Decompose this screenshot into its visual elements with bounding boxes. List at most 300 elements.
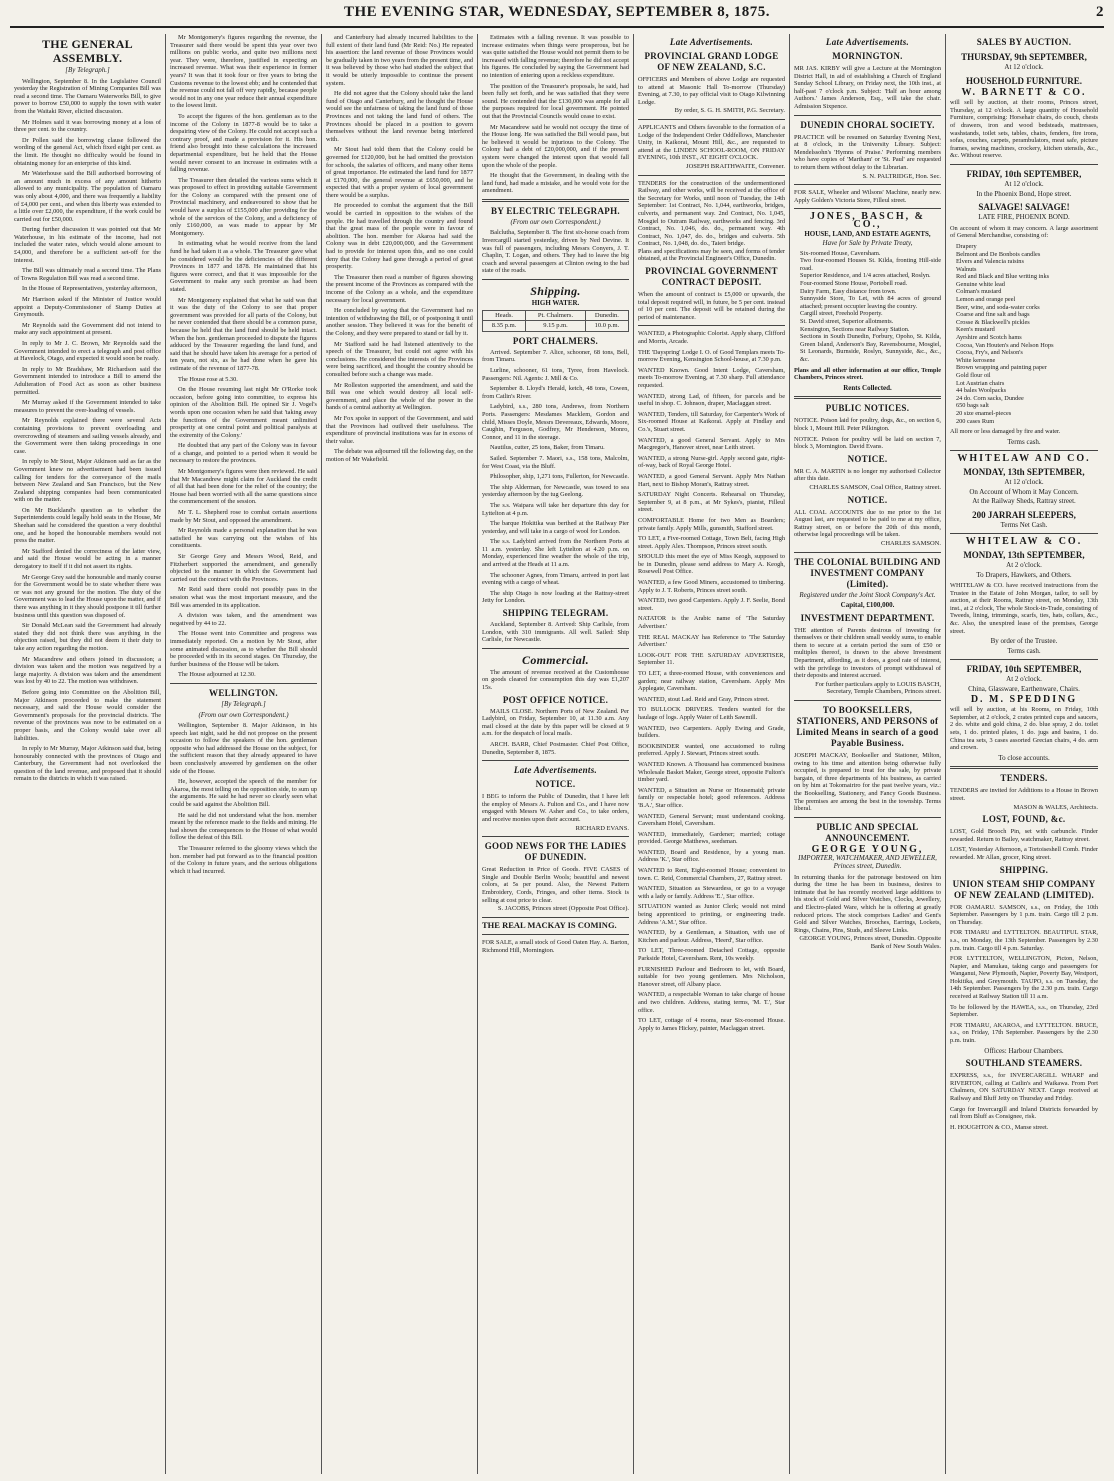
article-paragraph: The House went into Committee and progress was immediately reported. On a motion by Mr Stout, after some animated discussion, as to whether the Bill should be proceeded with in its second stages. On Thursday, the further business of the House will be taken. xyxy=(170,630,317,668)
divider xyxy=(794,700,941,701)
list-item: Keen's mustard xyxy=(956,326,995,334)
list-item: Cargill street, Freehold Property. xyxy=(800,310,883,318)
classified-advert: WANTED, stout Lad. Reid and Gray, Princes street. xyxy=(638,695,770,703)
wellington-subheading: (From our own Correspondent.) xyxy=(198,710,289,719)
jones-basch-plans: Plans and all other information at our office, Temple Chambers, Princes street. xyxy=(794,366,941,382)
article-paragraph: The s.s. Waipara will take her departure this day for Lyttelton at 4 p.m. xyxy=(482,501,629,517)
list-item: Coarse and fine salt and bags xyxy=(956,311,1030,319)
column-1 xyxy=(10,34,166,1474)
article-paragraph: Mr Macandrew and others joined in discussion; a division was taken and the motion was negatived by a large majority. A division was taken and the amendment was lost by 40 to 22. The motion was withdrawn. xyxy=(14,655,161,686)
steamer-advert: FOR OAMARU. SAMSON, s.s., on Friday, the 10th September. Passengers by 1 p.m. train. Cargo till 2 p.m. on Thursday. xyxy=(950,903,1098,926)
list-item: St. David street, Superior allotments. xyxy=(800,318,894,326)
article-paragraph: Mr Macandrew said he would not occupy the time of the House long. He was satisfied the Bill would pass, but he believed it would be injurious to the Colony. The Colony had a debt of £20,000,000, and if the present system were changed the interest upon that would fall upon the whole of the people. xyxy=(482,123,629,169)
investment-department-signature: For further particulars apply to LOUIS BASCH, Secretary, Temple Chambers, Princes street. xyxy=(815,680,941,696)
shipping-heading: SHIPPING. xyxy=(999,864,1049,875)
article-paragraph: Mr Harrison asked if the Minister of Justice would appoint a Deputy-Commissioner of Stamp Duties at Greymouth. xyxy=(14,296,161,319)
classified-advert: WANTED, two good Carpenters. Apply J. F. Seelie, Bond street. xyxy=(638,597,785,612)
express-advert-2: Cargo for Invercargill and Inland Districts forwarded by rail from Bluff as Consignee, risk. xyxy=(950,1105,1098,1121)
divider xyxy=(638,325,785,326)
article-paragraph: The position of the Treasurer's proposals, he said, had been fully set forth, and he was satisfied that they were sound. He contended that the £130,000 was ample for all the purposes required for local government. He pointed out that the Provincial Councils would cease to exist. xyxy=(482,82,629,120)
article-paragraph: In reply to Mr Murray, Major Atkinson said that, being honourably connected with the provinces of Otago and Canterbury, the Government had not overlooked the question of the land revenue, and proposed that it should remain to the districts in which it was raised. xyxy=(14,745,161,783)
table-cell: Dunedin. xyxy=(585,310,628,321)
article-paragraph: The Treasurer then read a number of figures showing the present income of the Provinces as compared with the income of the Colony as a whole, and the expenditure necessary for local government. xyxy=(326,273,473,304)
coal-accounts-signature: CHARLES SAMSON. xyxy=(881,539,941,547)
article-paragraph: He thought that the Government, in dealing with the land fund, had made a mistake, and he would vote for the amendment. xyxy=(482,172,629,195)
martin-notice-text: MR C. A. MARTIN is no longer my authorised Collector after this date. xyxy=(794,467,941,483)
divider xyxy=(950,659,1098,660)
list-item: Dairy Farm, Easy distance from town. xyxy=(800,287,897,295)
classified-advert: WANTED, a respectable Woman to take charge of house and two children. Address, stating terms, 'M. T.', Star office. xyxy=(638,991,785,1014)
general-assembly-heading: THE GENERAL ASSEMBLY. xyxy=(42,37,133,65)
list-item: Drapery xyxy=(956,242,977,250)
booksellers-advert: JOSEPH MACKAY, Bookseller and Stationer, Milton, owing to his time and attention being otherwise fully occupied, is prepared to treat for the sale, by private bargain, of three departments of his business, as carried on by him at Tokomairiro for the past twelve years, viz.: the Bookselling, Stationery, and Fancy Goods Business. The premises are among the best in the township. Terms liberal. xyxy=(794,752,941,813)
article-paragraph: Mr Montgomery's figures regarding the revenue, the Treasurer said there would be spent this year over two millions on public works, and quite two millions next year. They were, therefore, justified in expecting an increased revenue. What was their experience in former years? It was that it took four or five years to bring the Customs revenue to the lowest ebb; and he contended that the revenue could not fall off very rapidly, because people would not in any one year reduce their annual expenditure to the lowest limit. xyxy=(170,34,317,110)
article-paragraph: Mr Montgomery's figures were then reviewed. He said that Mr Macandrew might claim for Auckland the credit of all that had been done for the relief of the country; the House had been worried with all the same questions since the commencement of the session. xyxy=(170,468,317,506)
article-paragraph: During further discussion it was pointed out that Mr Waterhouse, in his estimate of the income, had not included the water rates, which would alone amount to £4,000, and therefore be a sufficient set-off for the interest. xyxy=(14,226,161,264)
tenders-signature: MASON & WALES, Architects. xyxy=(1013,803,1098,811)
article-paragraph: The s.s. Ladybird arrived from the Northern Ports at 11 a.m. yesterday. She left Lyttelton at 4.20 p.m. on Monday, experienced fine weather the whole of the trip, and arrived at the Heads at 11 a.m. xyxy=(482,538,629,569)
article-paragraph: Sailed. September 7. Maori, s.s., 158 tons, Malcolm, for West Coast, via the Bluff. xyxy=(482,454,629,470)
classified-advert: WANTED, Board and Residence, by a young man. Address 'K.', Star office. xyxy=(638,848,785,864)
auction-time: At 12 o'clock. xyxy=(1004,179,1044,188)
general-assembly-byline: [By Telegraph.] xyxy=(65,66,110,74)
list-item: Lemon and orange peel xyxy=(956,296,1016,304)
george-young-text: In returning thanks for the patronage bestowed on him during the time he has been in business, desires to intimate that he has recently received large additions to his stock of Gold and Silver Watches, Clocks, Jewellery, and Electro-plated Ware, which he is offering at greatly reduced prices. The stock comprises Ladies' and Gent's Gold and Silver Watches, Brooches, Earrings, Lockets, Rings, Chains, Pins, Studs, and Sleeve Links. xyxy=(794,873,941,934)
auction-title: 200 JARRAH SLEEPERS, xyxy=(972,509,1076,520)
grand-lodge-text: OFFICERS and Members of above Lodge are requested to attend at Masonic Hall To-morrow (Thursday) Evening, at 7.30, to pay official visit to Otago Kilwinning Lodge. xyxy=(638,76,785,106)
offices-line: Offices: Harbour Chambers. xyxy=(984,1046,1064,1055)
article-paragraph: Mr Stout had told them that the Colony could be governed for £120,000, but he had omitted the provision for schools, the salaries of officers, and many other items of great importance. He estimated the land fund for 1877 at £170,000, the general revenue at £650,000, and he expected that with a proper system of local government there would be a surplus. xyxy=(326,146,473,199)
tenders-text: TENDERS are invited for Additions to a House in Brown street. xyxy=(950,787,1098,802)
telegraph-heading: BY ELECTRIC TELEGRAPH. xyxy=(491,205,620,216)
grand-lodge-advert xyxy=(638,76,785,115)
article-paragraph: Philosopher, ship, 1,271 tons, Fullerton, for Newcastle. xyxy=(490,473,629,481)
article-paragraph: Nautilus, cutter, 25 tons, Baker, from Timaru. xyxy=(490,444,605,452)
table-cell: Pt. Chalmers. xyxy=(526,310,586,321)
auction-time: At 12 o'clock. xyxy=(1004,63,1044,71)
late-ads-heading: Late Advertisements. xyxy=(669,37,754,47)
list-item: Ayrshire and Scotch hams xyxy=(956,334,1022,342)
classified-advert: WANTED, a good General Servant. Apply to Mrs Macgregor's, Hanover street, near Leith street. xyxy=(638,436,785,452)
lost-found-heading: LOST, FOUND, &c. xyxy=(982,814,1066,825)
list-item: Beer, wine, and soda-water corks xyxy=(956,303,1040,311)
article-paragraph: Mr Fox spoke in support of the Government, and said that the Provinces had outlived their usefulness. The expenditure of provincial institutions was far in excess of their value. xyxy=(326,414,473,445)
late-ads-heading: Late Advertisements. xyxy=(513,765,598,776)
shipping-telegram-heading: SHIPPING TELEGRAM. xyxy=(502,608,609,619)
list-item: Belmont and De Bonbois candles xyxy=(956,250,1041,258)
oddfellows-text: APPLICANTS and Others favorable to the formation of a Lodge of the Independent Order Oddfellows, Manchester Unity, in Kaikorai, Mount Hill, &c., are requested to attend at the LINDEN SCHOOL-ROOM, ON FRIDAY EVENING, 10th INST., AT EIGHT O'CLOCK. xyxy=(638,123,785,162)
column-2 xyxy=(166,34,322,1474)
auction-footnote: To close accounts. xyxy=(998,753,1050,762)
divider xyxy=(482,934,629,935)
article-paragraph: He proceeded to combat the argument that the Bill would be carried in opposition to the wishes of the people. He had travelled through the country and found that the great mass of the people were in favour of abolition. The hon. member for Akaroa had said the Colony was in debt £20,000,000, and the Government had to provide for interest upon this, and no one could deny that the Colony had gone through a period of great prosperity. xyxy=(326,202,473,271)
article-paragraph: MAILS CLOSE. Northern Ports of New Zealand. Per Ladybird, on Friday, September 10, at 11.30 a.m. Any mail closed at the date by this paper will be closed at 9 a.m. for the despatch of local mails. xyxy=(482,707,629,738)
classified-advert: THE REAL MACKAY has Reference to 'The Saturday Advertiser.' xyxy=(638,633,785,649)
wellington-byline: [By Telegraph.] xyxy=(221,699,266,708)
auction-time: At 2 o'clock. xyxy=(1006,675,1042,684)
notice-heading: NOTICE. xyxy=(847,494,888,505)
divider xyxy=(170,683,317,684)
coal-accounts-text: ALL COAL ACCOUNTS due to me prior to the 1st August last, are requested to be paid to me at my office, Rattray street, on or before the 20th of this month, otherwise legal proceedings will be taken. xyxy=(794,508,941,539)
article-paragraph: Sir Donald McLean said the Government had already stated they did not think there was anything in the objection raised, but they did not deem it their duty to take any action regarding the motion. xyxy=(14,622,161,652)
classified-advert: TO LET, cottage of 4 rooms, near Six-roomed House. Apply to James Hickey, painter, Maclaggan street. xyxy=(638,1017,785,1032)
george-young-advert xyxy=(794,874,941,951)
steamer-advert: FOR TIMARU, AKAROA, and LYTTELTON. BRUCE, s.s., on Friday, 17th September. Passengers by the 2.30 p.m. train. xyxy=(950,1021,1098,1045)
list-item: Red and Black and Blue writing inks xyxy=(956,273,1050,281)
classified-advert: WANTED, a good General Servant. Apply Mrs Nathan Hart, next to Bishop Moran's, Rattray street. xyxy=(638,472,785,488)
classified-advert: WANTED, two Carpenters. Apply Ewing and Grade, builders. xyxy=(638,724,785,740)
mackay-advert xyxy=(482,919,629,931)
article-paragraph: He did not agree that the Colony should take the land fund of Otago and Canterbury, and he thought the House would see the unfairness of taking the land fund of those Provinces and not taking the land fund of others. The Provinces should be placed in a position to govern themselves without the land revenue being interfered with. xyxy=(326,90,473,143)
article-paragraph: and Canterbury had already incurred liabilities to the full extent of their land fund (Mr Reid: No.) He repeated his assertion: the land revenue of those Provinces would be gradually taken in two years from the present time, and it was believed by those who had studied the subject that it would be utterly impossible to continue the present system. xyxy=(326,34,473,87)
classified-advert: WANTED to Rent, Eight-roomed House; convenient to town. C. Reid, Commercial Chambers, 27, Rattray street. xyxy=(638,867,785,882)
article-paragraph: ARCH. BARR, Chief Postmaster. Chief Post Office, Dunedin, September 8, 1875. xyxy=(482,740,629,756)
classified-advert: TO BULLOCK DRIVERS. Tenders wanted for the haulage of logs. Apply Water of Leith Sawmill. xyxy=(638,706,785,721)
steamer-advert: FOR TIMARU and LYTTELTON. BEAUTIFUL STAR, s.s., on Monday, the 13th September. Passengers by 2.30 p.m. train. Cargo till 4 p.m. Saturday. xyxy=(950,929,1098,952)
auctioneer-firm: WHITELAW AND CO. xyxy=(957,453,1091,465)
divider xyxy=(794,396,941,399)
poison-notice: NOTICE. Poison laid for poultry, dogs, &c., on section 6, block 1, Mount Hill. Peter Pilkington. xyxy=(794,417,941,432)
list-item: 200 cases Rum xyxy=(956,417,995,425)
investment-department-heading: INVESTMENT DEPARTMENT. xyxy=(800,612,935,623)
auctioneer-firm: WHITELAW & CO. xyxy=(965,536,1083,548)
colonial-building-subheading: Registered under the Joint Stock Company's Act. xyxy=(799,590,936,599)
booksellers-heading: TO BOOKSELLERS, STATIONERS, AND PERSONS of Limited Means in search of a good Payable Business. xyxy=(796,705,939,749)
choral-society-advert xyxy=(794,134,941,181)
port-chalmers-heading: PORT CHALMERS. xyxy=(512,335,599,346)
high-water-table xyxy=(482,310,629,332)
columns xyxy=(10,34,1104,1474)
auction-terms: Terms cash. xyxy=(1007,646,1041,655)
auction-title: HOUSEHOLD FURNITURE. xyxy=(965,75,1082,86)
merchandise-list xyxy=(956,243,1098,425)
contract-deposit-heading: PROVINCIAL GOVERNMENT CONTRACT DEPOSIT. xyxy=(645,266,778,288)
article-paragraph: Mr Reynolds made a personal explanation that he was satisfied he was carrying out the wishes of his constituents. xyxy=(170,527,317,550)
list-item: Lot Austrian chairs xyxy=(956,379,1005,387)
mackay-text: THE REAL MACKAY IS COMING. xyxy=(482,919,617,930)
article-paragraph: Mr Reynolds explained there were several Acts containing provisions to prevent overloading and overcrowding of steamers and sailing vessels already, and the Government were then taking proceedings in one case. xyxy=(14,417,161,455)
article-paragraph: He said he did not understand what the hon. member meant by the reference made to the fields and mining. He had shown the consequences to the House of what would follow the defeat of this Bill. xyxy=(170,811,317,842)
list-item: White kerosene xyxy=(956,356,996,364)
list-item: Colman's mustard xyxy=(956,288,1002,296)
poison-notice: NOTICE. Poison for poultry will be laid on section 7, block 3, Mornington. David Evans. xyxy=(794,435,941,451)
list-item: Six-roomed House, Caversham. xyxy=(800,249,881,257)
list-item: Genuine white lead xyxy=(956,280,1005,288)
auction-date: FRIDAY, 10th SEPTEMBER, xyxy=(966,664,1082,675)
high-water-heading: HIGH WATER. xyxy=(531,299,580,308)
divider xyxy=(482,917,629,918)
auction-date: MONDAY, 13th SEPTEMBER, xyxy=(963,466,1085,477)
telegraph-subheading: (From our own Correspondent.) xyxy=(510,217,601,226)
article-paragraph: The Treasurer referred to the gloomy views which the hon. member had put forward as to the financial position of the Colony in future years, and the serious obligations which it had incurred. xyxy=(170,845,317,875)
steamer-advert: To be followed by the HAWEA, s.s., on Thursday, 23rd September. xyxy=(950,1003,1098,1019)
table-cell: 9.15 p.m. xyxy=(526,321,586,332)
article-paragraph: Mr T. L. Shepherd rose to combat certain assertions made by Mr Stout, and opposed the amendment. xyxy=(170,509,317,524)
divider xyxy=(950,164,1098,165)
auction-time: At 2 o'clock. xyxy=(1006,560,1042,569)
classified-advert: WANTED, a strong Nurse-girl. Apply second gate, right-of-way, back of Royal George Hotel. xyxy=(638,454,785,470)
auction-title: SALVAGE! SALVAGE! xyxy=(978,202,1070,213)
divider xyxy=(482,279,629,280)
classified-advert: WANTED, strong Lad, of fifteen, for parcels and be useful in shop. C. Johnson, draper, Maclaggan street. xyxy=(638,392,785,408)
classified-advert: THE 'Dayspring' Lodge I. O. of Good Templars meets To-morrow Evening, Kensington School-house, at 7.30 p.m. xyxy=(638,348,785,364)
classified-advert: SATURDAY Night Concerts. Rehearsal on Thursday, September 9, at 8 p.m., at Mr Sykes's, pianist, Filleul street. xyxy=(638,491,785,514)
investment-department-advert xyxy=(794,627,941,696)
auctioneer-firm: W. BARNETT & CO. xyxy=(961,86,1087,98)
list-item: Superior Residence, and 1/4 acres attached, Roslyn. xyxy=(800,272,931,280)
coal-accounts-notice xyxy=(794,509,941,548)
divider xyxy=(482,760,629,761)
grand-lodge-heading: PROVINCIAL GRAND LODGE OF NEW ZEALAND, S.C. xyxy=(644,51,779,72)
auction-place: In the Phoenix Bond, Hope street. xyxy=(976,189,1072,198)
george-young-subheading: IMPORTER, WATCHMAKER, AND JEWELLER, Princes street, Dunedin. xyxy=(798,854,937,870)
for-sale-advert: FOR SALE, a small stock of Good Oaten Hay. A. Barton, Richmond Hill, Mornington. xyxy=(482,939,629,954)
list-item: Elvers and Valencia raisins xyxy=(956,258,1024,266)
classified-advert: BOOKBINDER wanted, one accustomed to ruling preferred. Apply J. Stewart, Princes street south. xyxy=(638,742,785,758)
southland-steamers-heading: SOUTHLAND STEAMERS. xyxy=(965,1058,1083,1069)
colonial-building-capital: Capital, £100,000. xyxy=(840,601,895,610)
good-news-advert xyxy=(482,866,629,913)
divider xyxy=(794,817,941,818)
list-item: Walnuts xyxy=(956,265,977,273)
list-item: Cocoa, Van Houten's and Nelson Hops xyxy=(956,341,1054,349)
express-signature: H. HOUGHTON & CO., Manse street. xyxy=(950,1123,1049,1131)
article-paragraph: The House rose at 5.30. xyxy=(178,375,238,383)
list-item: Two four-roomed Houses St. Kilda, fronting Hill-side road. xyxy=(800,257,941,272)
article-paragraph: Ladybird, s.s., 280 tons, Andrews, from Northern Ports. Passengers: Mesdames Macklem, Gordon and child, Misses Doyle, Messrs Devereaux, Edwards, Moore, Caughin, Ferguson, Godfrey, Mr Henderson, Monro, Connor, and 11 in the steerage. xyxy=(482,403,629,441)
divider xyxy=(482,199,629,202)
article-paragraph: Wellington, September 8. In the Legislative Council yesterday the Registration of Mining Companies Bill was read a second time. The Oamaru Waterworks Bill, to give power to borrow £50,000 to supply the town with water from the Waitaki River, elicited discussion. xyxy=(14,77,161,115)
auction-place: At the Railway Sheds, Rattray street. xyxy=(972,497,1076,506)
good-news-signature: S. JACOBS, Princes street (Opposite Post Office). xyxy=(497,905,629,913)
announcement-heading: PUBLIC AND SPECIAL ANNOUNCEMENT. xyxy=(816,821,919,843)
auction-date: MONDAY, 13th SEPTEMBER, xyxy=(963,549,1085,560)
lost-advert: LOST, Gold Brooch Pin, set with carbuncle. Finder rewarded. Return to Bailey, watchmaker, Rattray street. xyxy=(950,828,1098,843)
machine-for-sale-advert: FOR SALE, Wheeler and Wilsons' Machine, nearly new. Apply Golden's Victoria Store, Filleul street. xyxy=(794,189,941,204)
article-paragraph: The Treasurer then detailed the various sums which it was proposed to effect in providing suitable Government for the Colony as compared with the present one of Provincial machinery, and endeavoured to show that he would have a surplus of £155,000 after providing for the whole of the services of the Colony, and a deficiency of only £160,000, as was made to appear by Mr Montgomery. xyxy=(170,176,317,237)
article-paragraph: In reply to Mr Stout, Major Atkinson said as far as the Government knew no advertisement had been issued calling for tenders for the conveyance of the mails between New Zealand and San Francisco, but the New Zealand shipping companies had been communicated with on the matter. xyxy=(14,458,161,504)
good-news-heading: GOOD NEWS FOR THE LADIES OF DUNEDIN. xyxy=(484,841,627,863)
auction-date: THURSDAY, 9th SEPTEMBER, xyxy=(961,52,1087,62)
article-paragraph: Mr Waterhouse said the Bill authorised borrowing of an amount much in excess of any amount hitherto allowed to any municipality. The population of Oamaru was only about 4,000, and there was frequently a liability of £4,000 per cent., and when this liberty was extended to a little over £2,000, the expenditure, if the work could be carried out for £50,000. xyxy=(14,170,161,223)
classified-advert: WANTED, a Photographic Colorist. Apply sharp, Clifford and Morris, Arcade. xyxy=(638,330,785,346)
notice-signature: RICHARD EVANS. xyxy=(575,824,629,832)
article-paragraph: In reply to Mr Bradshaw, Mr Richardson said the Government intended to introduce a Bill to amend the Adulteration of Food Act as soon as other business permitted. xyxy=(14,365,161,396)
classified-advert: TO LET, Three-roomed Detached Cottage, opposite Parkside Hotel, Caversham. Rent, 10s weekly. xyxy=(638,947,785,962)
article-paragraph: Auckland, September 8. Arrived: Ship Carlisle, from London, with 310 immigrants. All well. Sailed: Ship Carlisle, for Newcastle. xyxy=(482,621,629,644)
divider xyxy=(794,184,941,185)
union-steam-heading: UNION STEAM SHIP COMPANY OF NEW ZEALAND (LIMITED). xyxy=(952,878,1096,900)
classified-advert: WANTED, immediately, Gardener; married; cottage provided. George Matthews, seedsman. xyxy=(638,830,785,846)
article-paragraph: Mr Rolleston supported the amendment, and said the Bill was one which would destroy all local self-government, and place the whole of the power in the hands of a central authority at Wellington. xyxy=(326,381,473,412)
jones-basch-subheading: HOUSE, LAND, AND ESTATE AGENTS, xyxy=(804,229,931,238)
auction-title: China, Glassware, Earthenware, Chairs. xyxy=(968,685,1080,694)
classified-advert: COMFORTABLE Home for two Men as Boarders; private family. Apply Mills, gunsmith, Stafford street. xyxy=(638,516,785,532)
notice-text: I BEG to inform the Public of Dunedin, that I have left the employ of Messrs A. Fulton and Co., and I have now engaged with Messrs W. Asher and Co., to take orders, and receive monies upon their account. xyxy=(482,793,629,823)
article-paragraph: The ship Otago is now loading at the Rattray-street Jetty for London. xyxy=(482,589,629,605)
column-7 xyxy=(946,34,1102,1474)
choral-society-text: PRACTICE will be resumed on Saturday Evening Next, at 8 o'clock, in the University Library. Subject: Mendelssohn's 'Hymns of Praise.' Performing members who have copies of 'Martham' or 'St. Paul' are requested to return them without delay to the Librarian. xyxy=(794,133,941,171)
article-paragraph: The amount of revenue received at the Customhouse on goods cleared for consumption this day was £1,207 15s. xyxy=(482,668,629,691)
notice-heading: NOTICE. xyxy=(535,779,576,790)
article-paragraph: Mr George Grey said the honourable and manly course for the Government would be to state whether there was or was not any ground for the motion. The duty of the Government was to lead the House upon the matter, and if there was anything in it they should postpone it till further business until this question was disposed of. xyxy=(14,573,161,619)
article-paragraph: Mr Murray asked if the Government intended to take measures to prevent the over-loading of vessels. xyxy=(14,399,161,414)
divider xyxy=(482,836,629,837)
good-news-text: Great Reduction in Price of Goods. FIVE CASES of Single and Double Berlin Wools; beautiful and newest colors, at 5s per pound. Also, the Newest Pattern Embroidery, Cords, Fringes, and other items. Stock is selling at cost price to clear. xyxy=(482,866,629,904)
auction-subtitle: To Drapers, Hawkers, and Others. xyxy=(976,570,1072,579)
column-6 xyxy=(790,34,946,1474)
table-cell: Heads. xyxy=(483,310,526,321)
auction-text: will sell by auction, at his Rooms, on Friday, 10th September, at 2 o'clock, 2 crates printed cups and saucers, 2 do. white and gold china, 2 do. blue spray, 2 do. toilet sets, 1 do. printed plates, 1 do. jugs and basins, 1 do. China tea sets, 3 cases assorted Grecian chairs, 4 do. arm and crown. xyxy=(950,706,1098,752)
article-paragraph: The schooner Agnes, from Timaru, arrived in port last evening with a cargo of wheat. xyxy=(482,571,629,587)
auctioneer-firm: D. M. SPEDDING xyxy=(970,693,1078,705)
classified-advert: SITUATION wanted as Junior Clerk; would not mind being apprenticed to printing, or engineering trade. Address 'A.M.', Star office. xyxy=(638,903,785,926)
column-4 xyxy=(478,34,634,1474)
lost-advert: LOST, Yesterday Afternoon, a Tortoiseshell Comb. Finder rewarded. Mr Allan, grocer, King street. xyxy=(950,846,1098,861)
article-paragraph: The House adjourned at 12.30. xyxy=(178,671,256,679)
article-paragraph: Mr Stafford said he had listened attentively to the speech of the Treasurer, but could not agree with his conclusions. He considered the interests of the Provinces were being sacrificed, and thought the country should be consulted before such a change was made. xyxy=(326,340,473,378)
auction-subtitle: LATE FIRE, PHOENIX BOND. xyxy=(978,213,1070,222)
sales-by-auction-heading: SALES BY AUCTION. xyxy=(976,37,1072,47)
auction-footnote: All more or less damaged by fire and water. xyxy=(950,428,1061,436)
column-5 xyxy=(634,34,790,1474)
classified-advert: WANTED, a Situation as Nurse or Housemaid; private family or respectable hotel; good references. Address 'B.A.', Star office. xyxy=(638,786,785,809)
post-office-heading: POST OFFICE NOTICE. xyxy=(502,694,609,705)
list-item: 650 bags salt xyxy=(956,402,989,410)
article-paragraph: The debate was adjourned till the following day, on the motion of Mr Wakefield. xyxy=(326,448,473,463)
choral-society-signature: S. N. PALTRIDGE, Hon. Sec. xyxy=(862,172,941,180)
article-paragraph: The barque Hokitika was berthed at the Railway Pier yesterday, and will take in a cargo of wool for London. xyxy=(482,520,629,535)
divider xyxy=(638,175,785,176)
article-paragraph: A division was taken, and the amendment was negatived by 44 to 22. xyxy=(170,612,317,627)
article-paragraph: Arrived. September 7. Alice, schooner, 68 tons, Bell, from Timaru. xyxy=(482,348,629,364)
property-list xyxy=(800,250,941,364)
classified-advert: WANTED, Situation as Stewardess, or go to a voyage with a lady or family. Address 'E.', Star office. xyxy=(638,885,785,900)
classified-advert: SHOULD this meet the eye of Miss Keogh, supposed to be in Dunedin, please send address to Mary A. Keogh, Rosewell Post Office. xyxy=(638,553,785,576)
article-paragraph: In estimating what he would receive from the land fund he had taken it as a whole. The Treasurer gave what he considered would be the deficiencies of the different Provinces in 1877 and 1878. He maintained that his figures were correct, and that it was impossible for the Government to make any such promise as had been stated. xyxy=(170,240,317,293)
investment-department-text: THE attention of Parents desirous of investing for themselves or their children small weekly sums, to enable them to secure at a certain period the sum of £50 or multiples thereof, is drawn to the above Investment Department, affording, as it does, a good rate of interest, with the privilege to investors of prompt withdrawal of their deposits and interest accrued. xyxy=(794,626,941,680)
article-paragraph: In the House of Representatives, yesterday afternoon, xyxy=(22,285,157,293)
list-item: 24 do. Corn sacks, Dundee xyxy=(956,394,1024,402)
kirby-lecture-advert: MR JAS. KIRBY will give a Lecture at the Mornington District Hall, in aid of establishing a Church of England Sunday School Library, on Friday next, the 10th inst., at half-past 7 o'clock p.m. Subject: 'Half an hour among Authors.' James Anderson, Esq., will take the chair. Admission Sixpence. xyxy=(794,65,941,110)
late-ads-heading: Late Advertisements. xyxy=(825,37,910,47)
tenders-heading: TENDERS. xyxy=(1000,773,1048,784)
table-cell: 8.35 p.m. xyxy=(483,321,526,332)
divider xyxy=(950,766,1098,769)
list-item: Kensington, Sections near Railway Station. xyxy=(800,325,910,333)
list-item: Gold flour oil xyxy=(956,372,991,379)
article-paragraph: The Bill was ultimately read a second time. The Plans of Towns Regulation Bill was read a second time. xyxy=(14,267,161,282)
express-advert: EXPRESS, s.s., for INVERCARGILL WHARF and RIVERTON, calling at Catlin's and Waikawa. From Port Chalmers, ON SATURDAY NEXT. Cargo received at Railway and Bluff Jetty on Thursday and Friday. xyxy=(950,1072,1098,1102)
article-paragraph: Sir George Grey and Messrs Wood, Reid, and Fitzherbert supported the amendment, and generally objected to the manner in which the Government had carried out the contract with the Provinces. xyxy=(170,553,317,583)
railway-tenders-advert xyxy=(638,180,785,264)
george-young-signature: GEORGE YOUNG, Princes street, Dunedin. Opposite Bank of New South Wales. xyxy=(799,935,941,950)
article-paragraph: Mr Stafford denied the correctness of the latter view, and said the House would be acting in a manner derogatory to itself if it did not assert its rights. xyxy=(14,547,161,571)
article-paragraph: To accept the figures of the hon. gentleman as to the income of the Colony in 1877-8 would be to take a despairing view of the Colony. He could not accept such a contrary proof, and made a provision for it. His hon. friend also brought into these calculations the increased departmental expenditure, but he held that the House would never consent to an increase in estimates with a falling revenue. xyxy=(170,112,317,174)
classified-advert: WANTED, by a Gentleman, a Situation, with use of Kitchen and parlour. Address, 'Heerd', Star office. xyxy=(638,929,785,944)
auction-text: WHITELAW & CO. have received instructions from the Trustee in the Estate of John Morgan, tailor, to sell by auction, at their Rooms, Rattray street, on Monday, 13th inst., at 2 o'clock, The whole Stock-in-Trade, consisting of Tweeds, lining, trimmings, scarfs, ties, hats, collars, &c., &c. Also, the unexpired lease of the premises, George street. xyxy=(950,582,1098,635)
classified-advert: NATATOR is the Arabic name of 'The Saturday Advertiser.' xyxy=(638,615,785,631)
divider xyxy=(794,208,941,209)
oddfellows-signature: JOSEPH BRAITHWAITE, Convener. xyxy=(686,162,785,170)
article-paragraph: He concluded by saying that the Government had no intention of withdrawing the Bill, or of postponing it until another session. They believed it was for the benefit of the Colony, and they were prepared to stand or fall by it. xyxy=(326,307,473,337)
notice-heading: NOTICE. xyxy=(847,453,888,464)
shipping-heading: Shipping. xyxy=(530,284,581,299)
classified-advert: FURNISHED Parlour and Bedroom to let, with Board, suitable for two young gentlemen. Mrs Nicholson, Hanover street, off Albany place. xyxy=(638,965,785,988)
choral-society-heading: DUNEDIN CHORAL SOCIETY. xyxy=(800,119,935,130)
table-row xyxy=(483,310,629,321)
commercial-heading: Commercial. xyxy=(522,652,589,667)
list-item: 20 size enamel-pieces xyxy=(956,409,1012,417)
martin-notice-signature: CHARLES SAMSON, Coal Office, Rattray street. xyxy=(809,483,941,491)
jones-basch-sale-line: Have for Sale by Private Treaty, xyxy=(822,239,913,248)
classified-advert: TO LET, a three-roomed House, with conveniences and garden; near railway station, Caversham. Apply Mrs Applegate, Caversham. xyxy=(638,670,785,693)
george-young-firm: GEORGE YOUNG, xyxy=(811,843,924,855)
article-paragraph: Mr Holmes said it was borrowing money at a loss of three per cent. to the country. xyxy=(14,118,161,134)
article-paragraph: Mr Reynolds said the Government did not intend to make any such appointment at present. xyxy=(14,321,161,337)
article-paragraph: Mr Reid said there could not possibly pass in the session what was the most important measure, and the Bill was amended in its application. xyxy=(170,586,317,609)
classified-advert: TO LET, a Five-roomed Cottage, Town Belt, facing High street. Apply Alex. Thompson, Princes street south. xyxy=(638,535,785,550)
classified-advert: WANTED Known. A Thousand has commenced business Wholesale Basket Maker, George street, opposite Fulton's timber yard. xyxy=(638,760,785,784)
general-assembly-body xyxy=(14,78,161,783)
auction-time: At 12 o'clock. xyxy=(1004,477,1044,486)
public-notices-heading: PUBLIC NOTICES. xyxy=(825,403,910,414)
article-paragraph: The ship Alderman, for Newcastle, was towed to sea yesterday afternoon by the tug Geelong. xyxy=(482,483,629,499)
tenders-advert xyxy=(950,787,1098,811)
article-paragraph: Mr Montgomery explained that what he said was that it was the duty of the Colony to see that proper government was provided for all parts of the Colony, but he never contended that there should be a common purse, because he held that the land fund should be held intact. When the hon. gentleman proceeded to dispute the figures adduced by the Treasurer regarding the land fund, and said that he should have taken his average for a period of ten years, not six, as he had done when he gave his estimate of the revenue of 1877-78. xyxy=(170,296,317,372)
article-paragraph: Estimates with a falling revenue. It was possible to increase estimates when things were prosperous, but he was quite satisfied the House would not permit them to be increased with falling revenue; therefore he did not accept his figures. He concluded by saying the Government had no intention of entering upon a reckless expenditure. xyxy=(482,34,629,79)
list-item: Crosse & Blackwell's pickles xyxy=(956,318,1030,326)
list-item: Sunnyside Store, To Let, with 84 acres of ground attached; present occupier leaving the country. xyxy=(800,295,941,310)
list-item: Cocoa, Fry's, and Nelson's xyxy=(956,349,1023,357)
article-paragraph: Lurline, schooner, 61 tons, Tyree, from Havelock. Passengers: Nil. Agents: J. Mill & Co. xyxy=(482,367,629,382)
divider xyxy=(638,119,785,120)
colonial-building-heading: THE COLONIAL BUILDING AND INVESTMENT COMPANY (Limited). xyxy=(794,556,941,589)
auction-text: On Account of Whom it May Concern. xyxy=(969,487,1079,496)
auction-text: will sell by auction, at their rooms, Princes street, Thursday, at 12 o'clock. A large quantity of Household Furniture, comprising: Horsehair chairs, do couch, chests of drawers, iron and wood bedsteads, mattresses, washstands, toilet sets, tables, chairs, fenders, fire irons, sofas, couches, carpets, perambulators, meat safe, picture frames, sewing machines, crockery, kitchen utensils, &c., &c. Without reserve. xyxy=(950,99,1098,160)
article-paragraph: He, however, accepted the speech of the member for Akaroa, the most telling on the opposition side, to sum up the arguments. He said he had never so clearly seen what could be said against the Abolition Bill. xyxy=(170,778,317,809)
classified-advert: WANTED, General Servant; must understand cooking. Caversham Hotel, Caversham. xyxy=(638,812,785,828)
column-3 xyxy=(322,34,478,1474)
divider xyxy=(950,533,1098,534)
article-paragraph: September 8. Lloyd's Herald, ketch, 48 tons, Cowen, from Catlin's River. xyxy=(482,385,629,400)
martin-notice xyxy=(794,468,941,492)
article-paragraph: Dr Pollen said the borrowing clause followed the wording of the general Act, which fixed eight per cent. as the limit. He thought no difficulty would be found in obtaining money for an enterprise of this kind. xyxy=(14,136,161,167)
masthead xyxy=(10,4,1104,28)
classified-advert: WANTED, Tenders, till Saturday, for Carpenter's Work of Six-roomed House at Kaikorai. Apply at Findlay and Co.'s, Stuart street. xyxy=(638,410,785,433)
article-paragraph: He doubted that any part of the Colony was in favour of a change, and pointed to a period when it would be necessary to restore the provinces. xyxy=(170,442,317,465)
article-paragraph: On Mr Buckland's question as to whether the Superintendents could legally hold seats in the House, Mr Sheehan said he considered the question a very doubtful one, and he hoped the honourable members would not press the matter. xyxy=(14,506,161,545)
article-paragraph: On the House resuming last night Mr O'Rorke took occasion, before going into committee, to express his opinion of the Abolition Bill. He opined Sir J. Vogel's words upon one occasion when he said that 'taking away the functions of the Government meant unlimited prosperity at one central point and political paralysis at the extremity of the Colony.' xyxy=(170,386,317,439)
mornington-heading: MORNINGTON. xyxy=(832,51,903,61)
divider xyxy=(482,648,629,649)
list-item: Sections in South Dunedin, Forbury, Opoho, St. Kilda, Green Island, Anderson's Bay, Ravensbourne, Mosgiel, St Leonards, Burnside, Roslyn, Sunnyside, &c., &c., &c. xyxy=(800,333,941,363)
oddfellows-advert xyxy=(638,124,785,171)
article-paragraph: Wellington, September 8. Major Atkinson, in his speech last night, said he did not propose on the present occasion to follow the speakers of the hon. gentleman opposite who had addressed the House on the subject, for the sufficient reason that they already appeared to have been conclusively answered by gentlemen on the other side of the House. xyxy=(170,722,317,775)
article-paragraph: In reply to Mr J. C. Brown, Mr Reynolds said the Government intended to erect a telegraph and post office at Havelock, Otago, and expected it would soon be ready. xyxy=(14,340,161,363)
auction-order: By order of the Trustee. xyxy=(990,637,1058,646)
table-cell: 10.0 p.m. xyxy=(585,321,628,332)
list-item: Four-roomed Stone House, Portobell road. xyxy=(800,280,908,288)
jones-basch-rents: Rents Collected. xyxy=(843,383,892,392)
classified-advert: LOOK-OUT FOR THE SATURDAY ADVERTISER, September 11. xyxy=(638,651,785,667)
list-item: 44 bales Woolpacks xyxy=(956,387,1007,395)
divider xyxy=(794,115,941,116)
auction-terms: Terms cash. xyxy=(1007,437,1041,446)
article-paragraph: Balclutha, September 8. The first six-horse coach from Invercargill started yesterday, driven by Ned Devine. It was full of passengers, including Messrs Conyers, J. T. Chaplin, T. Logan, and others. They had to leave the big coach and several passengers at Clinton owing to the bad state of the roads. xyxy=(482,229,629,275)
classified-advert: WANTED, a few Good Miners, accustomed to timbering. Apply to J. T. Roberts, Princes street south. xyxy=(638,579,785,594)
divider xyxy=(794,552,941,553)
